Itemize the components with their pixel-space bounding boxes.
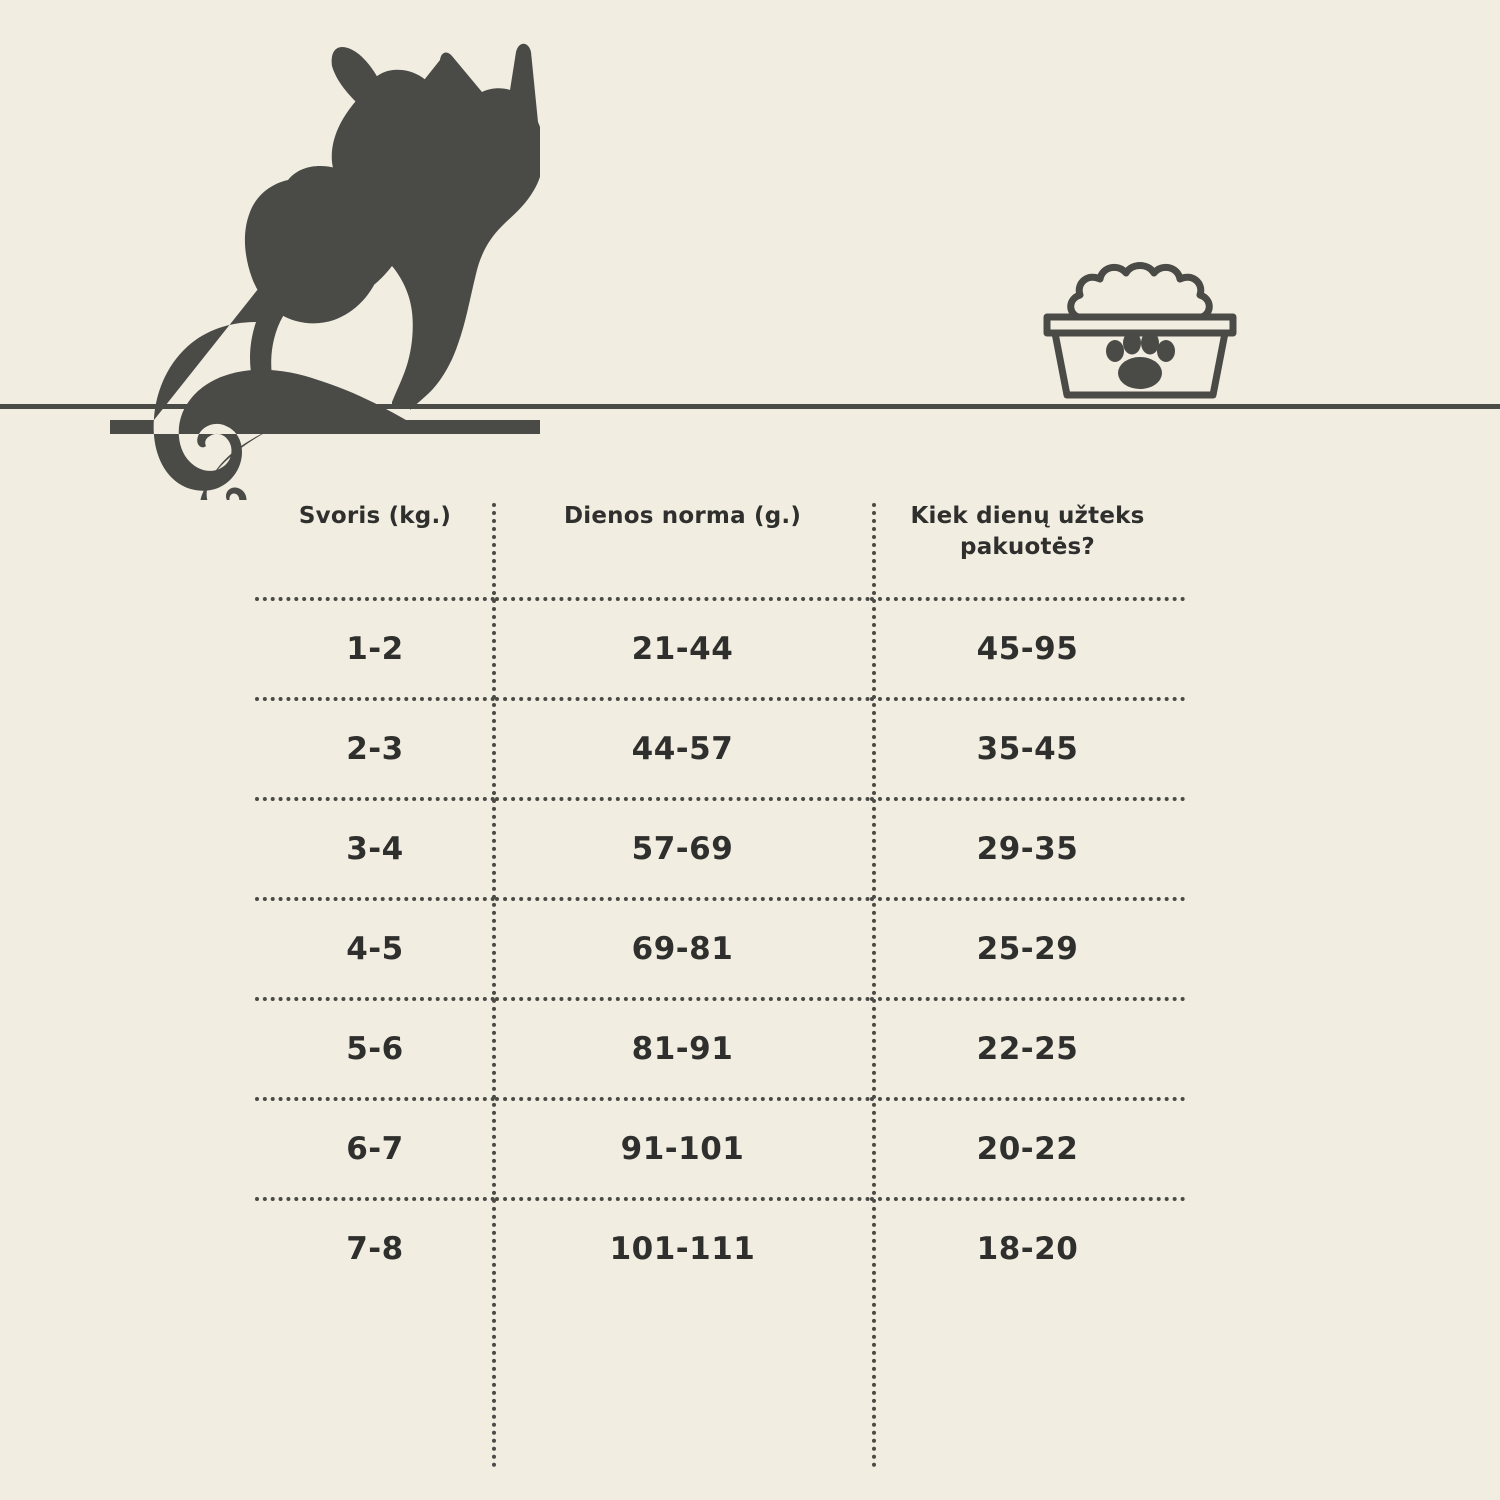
column-divider-1 — [492, 503, 496, 1468]
cell-daily: 101-111 — [495, 1199, 870, 1297]
cell-weight: 6-7 — [255, 1099, 495, 1199]
cell-daily: 69-81 — [495, 899, 870, 999]
column-divider-2 — [872, 503, 876, 1468]
table-row — [255, 799, 1185, 899]
cell-daily: 44-57 — [495, 699, 870, 799]
cell-days: 45-95 — [870, 599, 1185, 699]
column-header-daily-amount: Dienos norma (g.) — [563, 503, 802, 529]
cell-daily: 57-69 — [495, 799, 870, 899]
header-illustration — [0, 0, 1500, 420]
table-row — [255, 599, 1185, 699]
cell-days: 20-22 — [870, 1099, 1185, 1199]
feeding-guide-table — [255, 495, 1185, 1297]
cat-silhouette-icon — [110, 30, 540, 500]
cell-weight: 4-5 — [255, 899, 495, 999]
cell-daily: 21-44 — [495, 599, 870, 699]
cell-weight: 2-3 — [255, 699, 495, 799]
food-bowl-icon — [1035, 255, 1245, 415]
table-row — [255, 999, 1185, 1099]
cell-days: 29-35 — [870, 799, 1185, 899]
cell-daily: 81-91 — [495, 999, 870, 1099]
cell-weight: 7-8 — [255, 1199, 495, 1297]
cell-days: 25-29 — [870, 899, 1185, 999]
table-row — [255, 899, 1185, 999]
cell-days: 22-25 — [870, 999, 1185, 1099]
feeding-table-wrapper — [255, 495, 1185, 1297]
table-header-row — [255, 495, 1185, 599]
column-header-package-days: Kiek dienų užteks pakuotės? — [910, 503, 1145, 561]
cell-weight: 5-6 — [255, 999, 495, 1099]
table-body — [255, 599, 1185, 1297]
table-row — [255, 1199, 1185, 1297]
cell-days: 18-20 — [870, 1199, 1185, 1297]
table-row — [255, 699, 1185, 799]
table-header — [255, 495, 1185, 599]
cell-weight: 1-2 — [255, 599, 495, 699]
column-header-weight: Svoris (kg.) — [298, 503, 452, 529]
cell-days: 35-45 — [870, 699, 1185, 799]
table-row — [255, 1099, 1185, 1199]
cell-weight: 3-4 — [255, 799, 495, 899]
paw-print-icon — [1106, 332, 1175, 390]
cell-daily: 91-101 — [495, 1099, 870, 1199]
ground-line — [0, 404, 1500, 409]
